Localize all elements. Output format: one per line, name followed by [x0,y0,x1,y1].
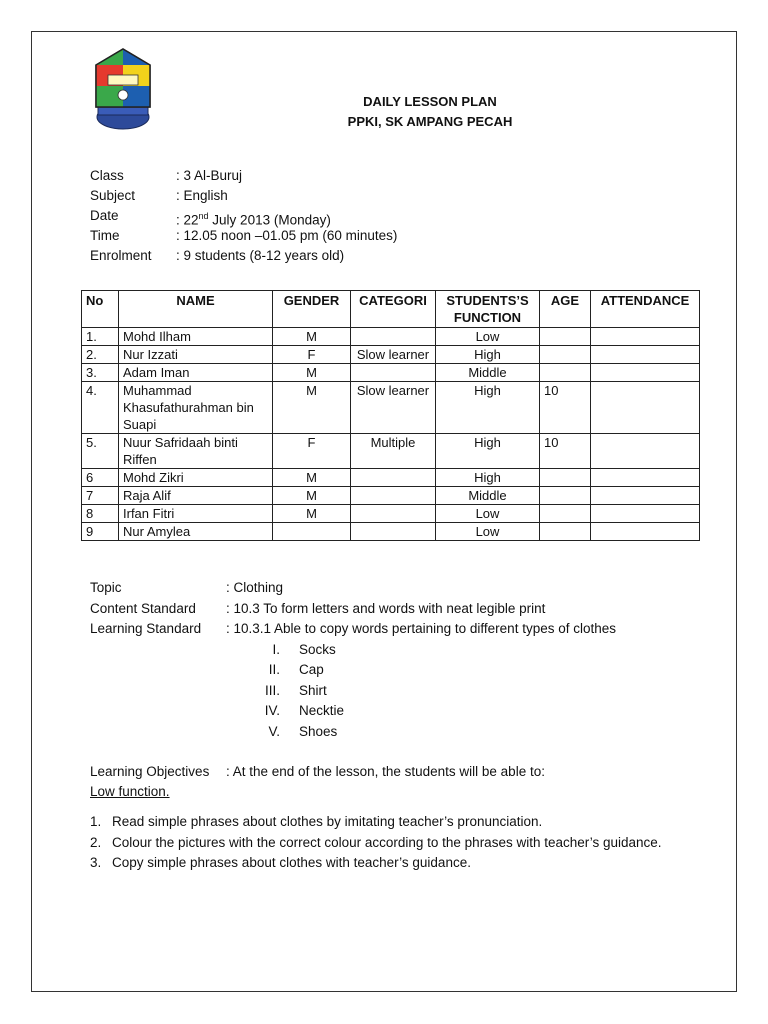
list-text: Necktie [299,703,345,718]
cell-no: 7 [82,487,119,505]
cell-function: Low [436,328,540,346]
info-value: : 3 Al-Buruj [176,168,243,183]
cell-name: Nur Amylea [119,523,273,541]
table-row [82,364,700,382]
cell-function: High [436,346,540,364]
list-text: Cap [299,662,324,677]
list-text: Socks [299,641,336,657]
cell-age [540,328,591,346]
info-row-enrolment [90,246,397,266]
info-label: Enrolment [90,248,152,263]
cell-no: 4. [82,382,119,434]
cell-category: Multiple [351,434,436,469]
cell-attendance [591,346,700,364]
table-body [82,328,700,541]
list-text: Read simple phrases about clothes by imitating teacher’s pronunciation. [112,814,543,829]
info-value: : 9 students (8-12 years old) [176,248,345,263]
header-category: CATEGORI [351,291,436,328]
content-standard-value: : 10.3 To form letters and words with neat legible print [226,600,546,616]
table-row [82,523,700,541]
header-name: NAME [119,291,273,328]
cell-category: Slow learner [351,382,436,434]
cell-category [351,505,436,523]
table-header-row [82,291,700,328]
subtitle-line: PPKI, SK AMPANG PECAH [347,114,513,129]
class-info [90,166,397,266]
info-value: : English [176,188,228,203]
cell-attendance [591,382,700,434]
cell-name: Raja Alif [119,487,273,505]
cell-gender: F [273,434,351,469]
cell-function: Middle [436,487,540,505]
cell-no: 3. [82,364,119,382]
cell-gender: F [273,346,351,364]
info-label: Subject [90,188,136,203]
cell-category [351,328,436,346]
cell-no: 1. [82,328,119,346]
school-crest-icon [86,45,160,137]
cell-category: Slow learner [351,346,436,364]
cell-gender [273,523,351,541]
cell-category [351,523,436,541]
info-value [176,206,331,226]
cell-age [540,505,591,523]
objectives-list [90,812,662,874]
cell-name: Muhammad Khasufathurahman bin Suapi [119,382,273,434]
list-number: 1. [90,814,102,829]
info-label: Class [90,168,124,183]
group-label: Low function. [90,784,170,799]
list-item [250,722,616,743]
info-row-subject [90,186,397,206]
cell-function: High [436,434,540,469]
list-item [250,681,616,702]
date-day: : 22 [176,212,199,228]
cell-attendance [591,523,700,541]
cell-age: 10 [540,382,591,434]
cell-no: 9 [82,523,119,541]
info-row-date [90,206,397,226]
list-number: I. [272,641,280,657]
cell-name: Nuur Safridaah binti Riffen [119,434,273,469]
list-text: Colour the pictures with the correct colour according to the phrases with teacher’s guidance. [112,834,662,850]
cell-name: Adam Iman [119,364,273,382]
table-row [82,469,700,487]
cell-gender: M [273,487,351,505]
info-row-time [90,226,397,246]
list-number: II. [268,662,280,677]
cell-no: 5. [82,434,119,469]
cell-age: 10 [540,434,591,469]
cell-attendance [591,434,700,469]
objectives-row [90,762,662,782]
list-text: Copy simple phrases about clothes with teacher’s guidance. [112,855,471,870]
title-line: DAILY LESSON PLAN [363,94,497,109]
cell-attendance [591,364,700,382]
group-row [90,782,662,802]
cell-function: High [436,382,540,434]
cell-age [540,487,591,505]
list-number: 2. [90,834,102,850]
cell-category [351,364,436,382]
list-number: IV. [264,703,280,718]
cell-function: High [436,469,540,487]
table-row [82,346,700,364]
cell-name: Nur Izzati [119,346,273,364]
table-row [82,382,700,434]
header-gender: GENDER [273,291,351,328]
cell-category [351,487,436,505]
cell-attendance [591,487,700,505]
table-row [82,505,700,523]
list-number: V. [268,723,280,739]
info-value: : 12.05 noon –01.05 pm (60 minutes) [176,228,398,243]
cell-name: Mohd Zikri [119,469,273,487]
info-label: Time [90,228,120,243]
info-row-class [90,166,397,186]
cell-gender: M [273,328,351,346]
list-text: Shoes [299,723,338,739]
table-row [82,328,700,346]
cell-attendance [591,469,700,487]
learning-objectives [90,762,662,874]
table-row [82,434,700,469]
content-standard-row [90,599,616,620]
table-row [82,487,700,505]
date-rest: July 2013 (Monday) [208,212,331,228]
clothes-list [250,640,616,743]
list-item [250,660,616,681]
content-standard-label: Content Standard [90,600,196,616]
cell-age [540,523,591,541]
cell-gender: M [273,382,351,434]
cell-age [540,469,591,487]
cell-attendance [591,505,700,523]
header-attendance: ATTENDANCE [591,291,700,328]
topic-label: Topic [90,580,122,595]
cell-function: Low [436,523,540,541]
cell-no: 8 [82,505,119,523]
list-number: III. [264,682,280,698]
cell-age [540,346,591,364]
cell-gender: M [273,364,351,382]
list-text: Shirt [299,682,327,698]
list-number: 3. [90,855,102,870]
cell-age [540,364,591,382]
students-table [81,290,700,541]
cell-attendance [591,328,700,346]
topic-value: : Clothing [226,580,284,595]
header-function: STUDENTS’S FUNCTION [436,291,540,328]
learning-standard-row [90,619,616,640]
header-age: AGE [540,291,591,328]
lesson-details [90,578,616,742]
learning-standard-value: : 10.3.1 Able to copy words pertaining to different types of clothes [226,621,616,636]
list-item [90,833,662,854]
objectives-label: Learning Objectives [90,764,210,779]
topic-row [90,578,616,599]
list-item [250,640,616,661]
list-item [90,853,662,874]
list-item [90,812,662,833]
list-item [250,701,616,722]
info-label: Date [90,208,119,223]
cell-category [351,469,436,487]
cell-function: Middle [436,364,540,382]
date-suffix: nd [198,211,209,221]
objectives-value: : At the end of the lesson, the students will be able to: [226,764,545,779]
cell-function: Low [436,505,540,523]
header-no: No [82,291,119,328]
cell-no: 6 [82,469,119,487]
cell-gender: M [273,505,351,523]
cell-name: Mohd Ilham [119,328,273,346]
document-title [290,92,570,132]
cell-no: 2. [82,346,119,364]
learning-standard-label: Learning Standard [90,621,202,636]
cell-name: Irfan Fitri [119,505,273,523]
cell-gender: M [273,469,351,487]
